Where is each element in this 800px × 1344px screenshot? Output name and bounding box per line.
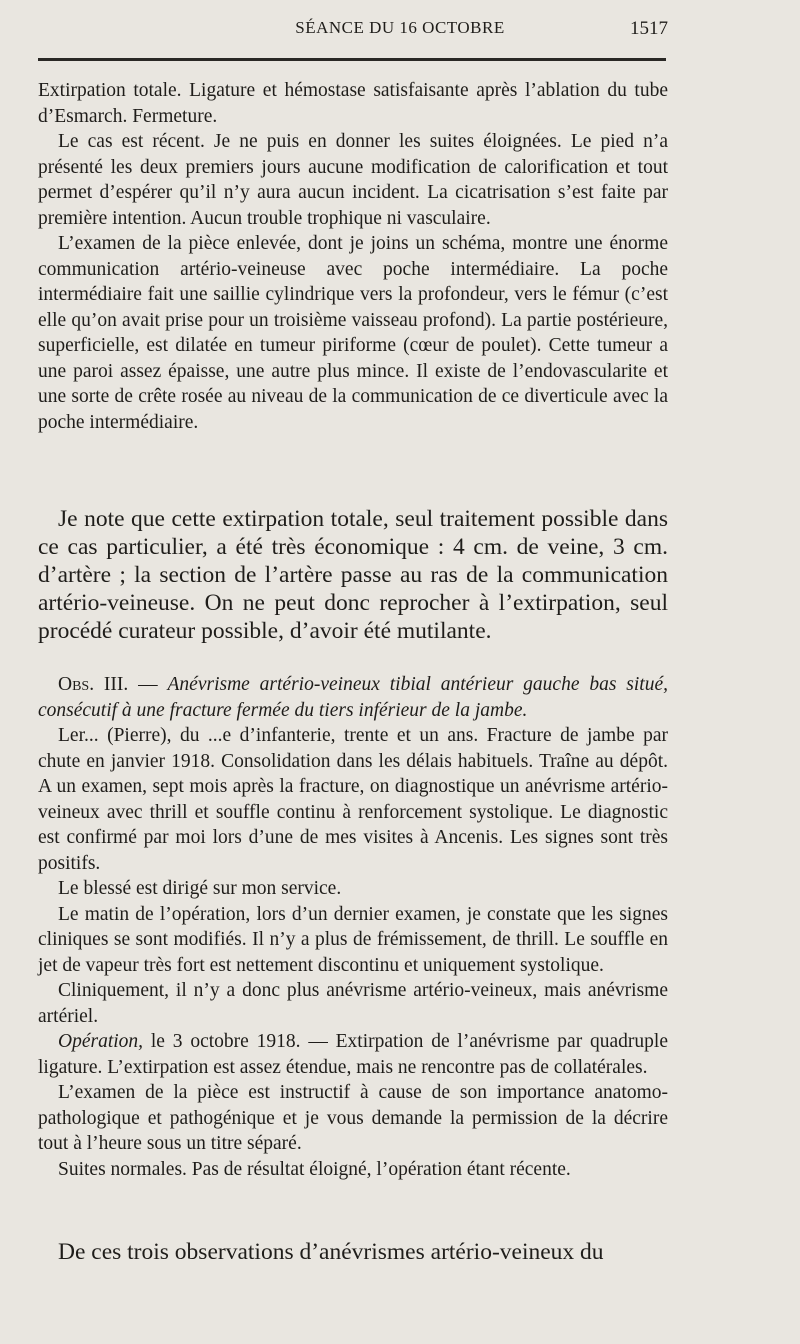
obs-label: Obs. III. (58, 674, 129, 695)
paragraph: L’examen de la pièce enlevée, dont je joins un schéma, montre une énorme communication artério-veineuse avec poche intermédiaire. La poche intermédiaire fait une saillie cylindrique vers la profondeur, vers le fémur (c’est elle qu’on avait prise pour un troisième vaisseau profond). La partie postérieure, superficielle, est dilatée en tumeur piriforme (cœur de poulet). Cette tumeur a une paroi assez épaisse, une autre plus mince. Il existe de l’endovascularite et une sorte de crête rosée au niveau de la communication de ce diverticule avec la poche intermédiaire. (38, 233, 668, 433)
paragraph: Extirpation totale. Ligature et hémostase satisfaisante après l’ablation du tube d’Esmarch. Fermeture. (38, 80, 668, 127)
paragraph: Suites normales. Pas de résultat éloigné, l’opération étant récente. (58, 1158, 571, 1180)
section-2 (38, 505, 668, 645)
paragraph: Ler... (Pierre), du ...e d’infanterie, trente et un ans. Fracture de jambe par chute en janvier 1918. Consolidation dans les délais habituels. Traîne au dépôt. A un examen, sept mois après la fracture, on diagnostique un anévrisme artério-veineux avec thrill et souffle continu à renforcement systolique. Le diagnostic est confirmé par moi lors d’une de mes visites à Ancenis. Les signes sont très positifs. (38, 725, 668, 874)
operation-text: le 3 octobre 1918. — Extirpation de l’anévrisme par quadruple ligature. L’extirpation est assez étendue, mais ne rencontre pas de collatérales. (38, 1031, 668, 1078)
section-3 (38, 672, 668, 1182)
paragraph: Je note que cette extirpation totale, seul traitement possible dans ce cas particulier, a été très économique : 4 cm. de veine, 3 cm. d’artère ; la section de l’artère passe au ras de la communication artério-veineuse. On ne peut donc reprocher à l’extirpation, seul procédé curateur possible, d’avoir été mutilante. (38, 506, 668, 644)
section-1 (38, 78, 668, 435)
paragraph: Le blessé est dirigé sur mon service. (58, 878, 342, 899)
observation-heading (38, 672, 668, 723)
operation-label: Opération, (58, 1031, 144, 1052)
running-header (0, 18, 800, 46)
page-number: 1517 (630, 18, 668, 39)
paragraph: L’examen de la pièce est instructif à cause de son importance anatomo-pathologique et pathogénique et je vous demande la permission de la décrire tout à l’heure sous un titre séparé. (38, 1082, 668, 1154)
obs-dash: — (128, 674, 168, 695)
paragraph: Le cas est récent. Je ne puis en donner les suites éloignées. Le pied n’a présenté les deux premiers jours aucune modification de calorification et tout permet d’espérer qu’il n’y aura aucun incident. La cicatrisation s’est faite par première intention. Aucun trouble trophique ni vasculaire. (38, 131, 668, 229)
header-rule (38, 58, 666, 61)
obs-title: Anévrisme artério-veineux tibial antérieur gauche bas situé, consécutif à une fracture fermée du tiers inférieur de la jambe. (38, 674, 669, 721)
operation-paragraph (38, 1029, 668, 1080)
paragraph: De ces trois observations d’anévrismes artério-veineux du (58, 1239, 604, 1265)
header-title: SÉANCE DU 16 OCTOBRE (295, 18, 505, 37)
paragraph: Le matin de l’opération, lors d’un dernier examen, je constate que les signes cliniques se sont modifiés. Il n’y a plus de frémissement, de thrill. Le souffle en jet de vapeur très fort est nettement discontinu et uniquement systolique. (38, 903, 668, 976)
paragraph: Cliniquement, il n’y a donc plus anévrisme artério-veineux, mais anévrisme artériel. (38, 980, 668, 1027)
section-4 (38, 1238, 668, 1266)
